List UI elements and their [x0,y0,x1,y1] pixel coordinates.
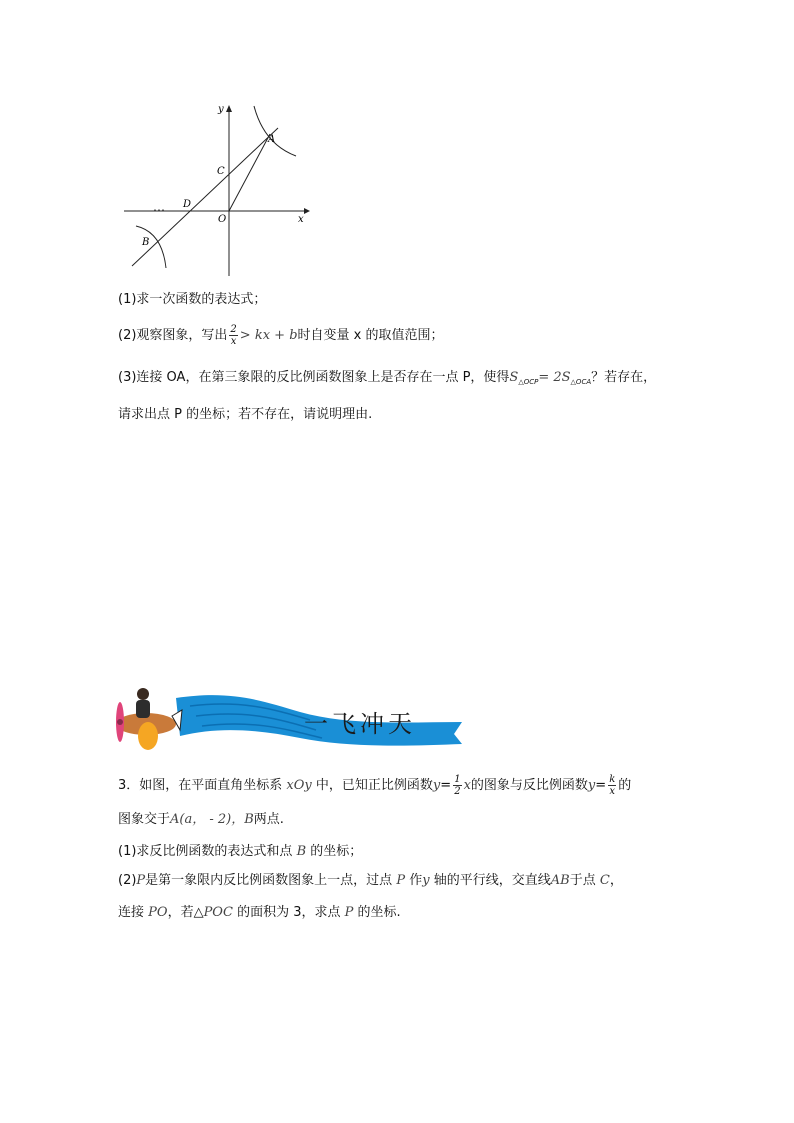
q3-line2: 图象交于A(a， - 2)，B两点. [118,812,284,827]
label-y: y [218,104,224,115]
label-B: B [142,237,150,248]
fraction-one-half: $\frac{1}{2}$ [454,774,461,797]
label-C: C [217,166,225,177]
plane-wing [138,722,158,750]
pilot-body [136,700,150,718]
q2-part1: (1)求一次函数的表达式； [118,292,267,307]
label-O: O [218,214,227,225]
y-axis-arrow-icon [226,105,232,112]
label-A: A [268,134,276,145]
label-x: x [298,214,304,225]
q2-part2: (2)观察图象，写出 $\frac{2}{x}$ > kx + b时自变量 x 的取值范围； [118,324,444,347]
banner-title: 一飞冲天 [304,710,416,738]
q2-part3: (3)连接 OA，在第三象限的反比例函数图象上是否存在一点 P，使得$S_{\triangle OCP}= 2S_{\triangle OCA}$？若存在， [118,370,657,386]
fraction-2-over-x: $\frac{2}{x}$ [230,324,237,347]
hyperbola-branch-q3 [136,226,166,268]
q3-line4: (2)P是第一象限内反比例函数图象上一点，过点 P 作y 轴的平行线，交直线AB于点 C， [118,873,623,888]
q2-part3-line2: 请求出点 P 的坐标；若不存在，请说明理由. [118,407,373,422]
pilot-head [137,688,149,700]
fraction-k-over-x: $\frac{k}{x}$ [609,774,616,797]
q3-line3: (1)求反比例函数的表达式和点 B 的坐标； [118,844,363,859]
propeller-hub [117,719,123,725]
q3-line5: 连接 PO，若△POC 的面积为 3，求点 P 的坐标. [118,905,401,920]
x-axis-arrow-icon [304,208,310,214]
label-D: D [183,199,192,210]
segment-OA [229,134,270,211]
banner-graphic [110,682,470,754]
linear-line [132,128,278,266]
q3-line1: 3．如图，在平面直角坐标系 xOy 中，已知正比例函数y= $\frac{1}{2}$ x的图象与反比例函数y= $\frac{k}{x}$ 的 [118,774,632,797]
function-graph [118,98,318,280]
